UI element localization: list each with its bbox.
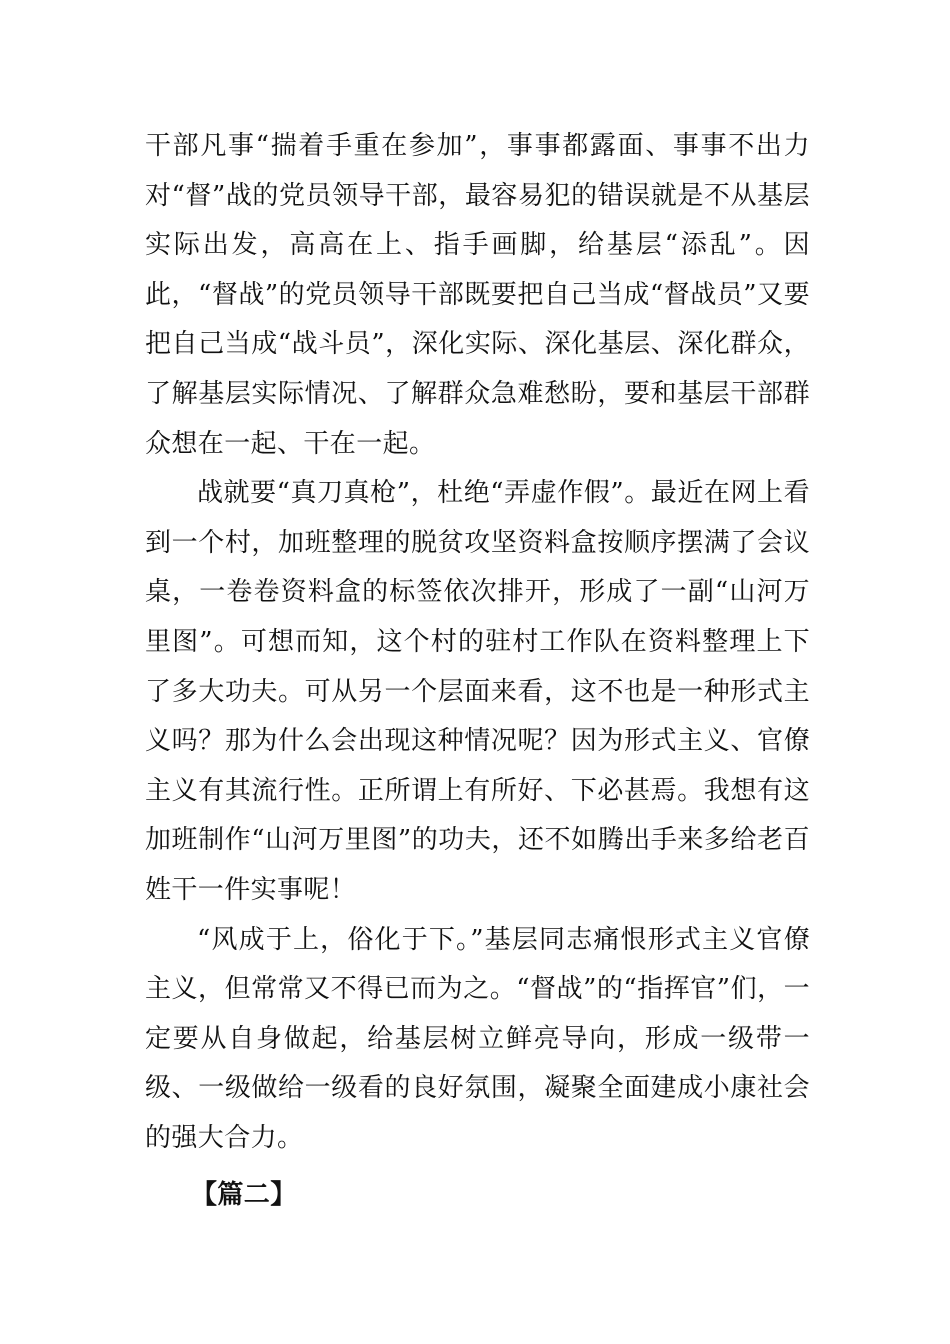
paragraph-2: 战就要“真刀真枪”，杜绝“弄虚作假”。最近在网上看到一个村，加班整理的脱贫攻坚资料盒按顺序摆满了会议桌，一卷卷资料盒的标签依次排开，形成了一副“山河万里图”。可想而知，这个村的驻村工作队在资料整理上下了多大功夫。可从另一个层面来看，这不也是一种形式主义吗？那为什么会出现这种情况呢？因为形式主义、官僚主义有其流行性。正所谓上有所好、下必甚焉。我想有这加班制作“山河万里图”的功夫，还不如腾出手来多给老百姓干一件实事呢！ <box>145 478 810 905</box>
paragraph-1: 干部凡事“揣着手重在参加”，事事都露面、事事不出力对“督”战的党员领导干部，最容易犯的错误就是不从基层实际出发，高高在上、指手画脚，给基层“添乱”。因此，“督战”的党员领导干部既要把自己当成“督战员”又要把自己当成“战斗员”，深化实际、深化基层、深化群众，了解基层实际情况、了解群众急难愁盼，要和基层干部群众想在一起、干在一起。 <box>145 131 810 459</box>
section-heading: 【篇二】 <box>191 1180 297 1211</box>
paragraph-3: “风成于上，俗化于下。”基层同志痛恨形式主义官僚主义，但常常又不得已而为之。“督战”的“指挥官”们，一定要从自身做起，给基层树立鲜亮导向，形成一级带一级、一级做给一级看的良好氛围，凝聚全面建成小康社会的强大合力。 <box>145 924 810 1153</box>
document-body <box>145 122 810 1221</box>
